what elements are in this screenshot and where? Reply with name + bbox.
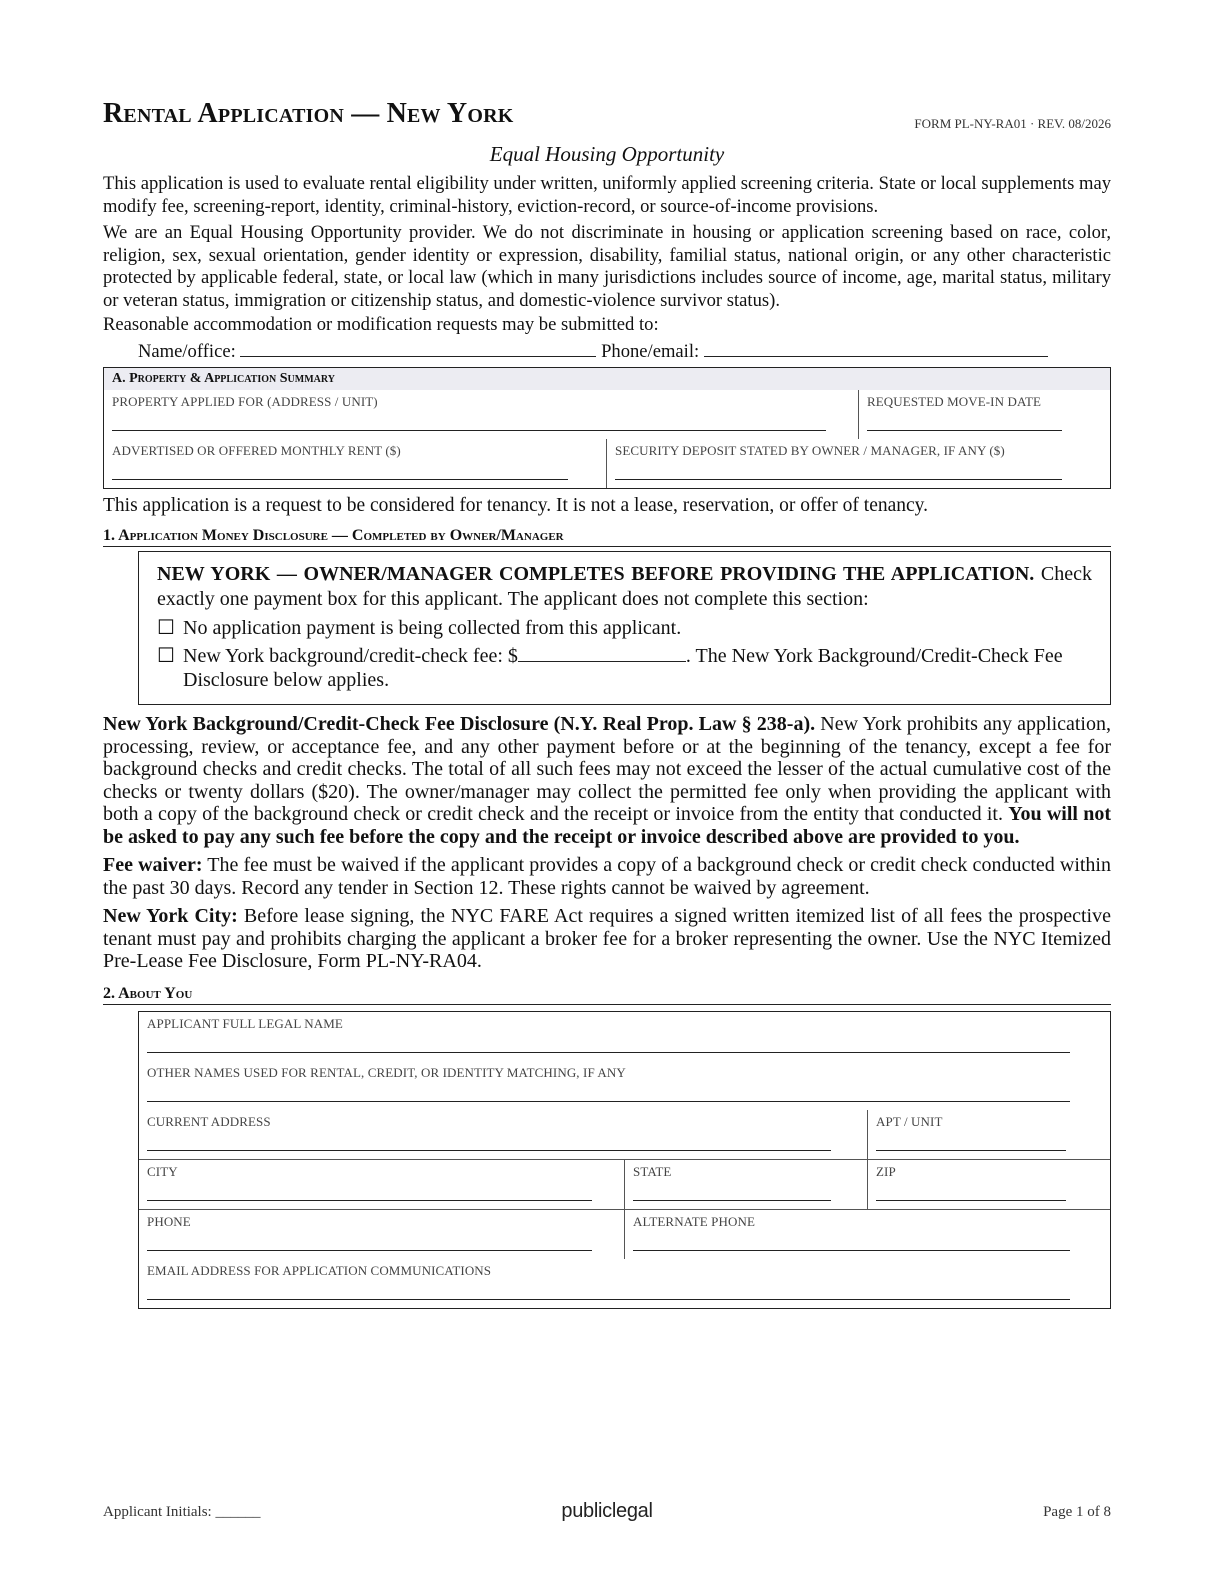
apt-cell	[867, 1110, 1110, 1159]
accommodation-contact-row	[138, 341, 1111, 363]
about-row-address	[139, 1110, 1110, 1159]
page-title: Rental Application — New York	[103, 98, 514, 129]
fee-amount-field[interactable]	[518, 661, 686, 662]
move-in-field[interactable]	[867, 410, 1062, 431]
payment-option-fee-label-pre: New York background/credit-check fee: $	[183, 645, 518, 667]
zip-cell	[867, 1160, 1110, 1209]
email-field[interactable]	[147, 1279, 1070, 1300]
fee-disclosure-text: New York prohibits any application, processing, review, or acceptance fee, and any other payment before or at the beginning of the tenancy, except a fee for background checks and credit checks. The total of all such fees may not exceed the lesser of the actual cumulative cost of the checks or twenty dollars ($20). The owner/manager may collect the permitted fee only when providing the applicant with both a copy of the background check or credit check and the receipt or invoice from the entity that conducted it.	[103, 713, 1111, 825]
phone-cell	[139, 1210, 624, 1259]
state-field[interactable]	[633, 1180, 831, 1201]
zip-field[interactable]	[876, 1180, 1066, 1201]
nyc-label: New York City:	[103, 905, 238, 927]
fee-disclosure-title: New York Background/Credit-Check Fee Disclosure (N.Y. Real Prop. Law § 238-a).	[103, 713, 816, 735]
about-you-box	[138, 1011, 1111, 1309]
section-2-heading: 2. About You	[103, 985, 1111, 1005]
current-address-field[interactable]	[147, 1130, 831, 1151]
section-a-heading: A. Property & Application Summary	[104, 368, 1110, 390]
property-cell	[104, 390, 858, 439]
deposit-field[interactable]	[615, 459, 1062, 480]
about-row-name	[139, 1012, 1110, 1061]
move-in-label: REQUESTED MOVE-IN DATE	[867, 393, 1042, 409]
alt-phone-cell	[624, 1210, 1110, 1259]
about-row-city	[139, 1159, 1110, 1209]
full-name-label: APPLICANT FULL LEGAL NAME	[147, 1015, 343, 1031]
full-name-cell	[139, 1012, 1110, 1061]
phone-email-label: Phone/email:	[601, 340, 700, 362]
owner-notice-text	[157, 562, 1092, 612]
name-office-field[interactable]	[240, 356, 596, 357]
email-cell	[139, 1259, 1110, 1308]
brand-logo: publiclegal	[561, 1500, 653, 1522]
checkbox-icon[interactable]: ☐	[157, 645, 175, 667]
alt-phone-field[interactable]	[633, 1230, 1070, 1251]
rent-cell	[104, 439, 606, 488]
apt-label: APT / UNIT	[876, 1113, 943, 1129]
intro-paragraph-2: We are an Equal Housing Opportunity provider. We do not discriminate in housing or application screening based on race, color, religion, sex, sexual orientation, gender identity or expression, disability, familial status, national origin, or any other characteristic protected by applicable federal, state, or local law (which in many jurisdictions includes source of income, age, marital status, military or veteran status, immigration or citizenship status, and domestic-violence survivor status).	[103, 222, 1111, 311]
checkbox-icon[interactable]: ☐	[157, 617, 175, 639]
rent-field[interactable]	[112, 459, 568, 480]
owner-notice-box	[138, 551, 1111, 705]
nyc-paragraph	[103, 905, 1111, 973]
state-label: STATE	[633, 1163, 672, 1179]
payment-option-fee	[157, 644, 1092, 692]
payment-option-fee-label-post: . The New York Background/Credit-Check Fee Disclosure below applies.	[183, 645, 1063, 691]
fee-waiver-paragraph	[103, 854, 1111, 899]
intro-paragraph-3: Reasonable accommodation or modification requests may be submitted to:	[103, 314, 659, 335]
section-a-row-1	[104, 390, 1110, 439]
move-in-cell	[858, 390, 1110, 439]
nyc-text: Before lease signing, the NYC FARE Act requires a signed written itemized list of all fees the prospective tenant must pay and prohibits charging the applicant a broker fee for a broker representing the owner. Use the NYC Itemized Pre-Lease Fee Disclosure, Form PL-NY-RA04.	[103, 905, 1111, 972]
phone-label: PHONE	[147, 1213, 191, 1229]
section-a-box	[103, 367, 1111, 489]
form-id: FORM PL-NY-RA01 · REV. 08/2026	[914, 116, 1111, 131]
email-label: EMAIL ADDRESS FOR APPLICATION COMMUNICATIONS	[147, 1262, 492, 1278]
city-label: CITY	[147, 1163, 178, 1179]
apt-field[interactable]	[876, 1130, 1066, 1151]
fee-waiver-text: The fee must be waived if the applicant provides a copy of a background check or credit check conducted within the past 30 days. Record any tender in Section 12. These rights cannot be waived by agreement.	[103, 854, 1111, 899]
other-names-label: OTHER NAMES USED FOR RENTAL, CREDIT, OR IDENTITY MATCHING, IF ANY	[147, 1064, 626, 1080]
section-1-heading: 1. Application Money Disclosure — Completed by Owner/Manager	[103, 527, 1111, 547]
full-name-field[interactable]	[147, 1032, 1070, 1053]
phone-email-field[interactable]	[704, 356, 1048, 357]
city-cell	[139, 1160, 624, 1209]
name-office-label: Name/office:	[138, 340, 236, 362]
owner-notice-bold: NEW YORK — OWNER/MANAGER COMPLETES BEFORE PROVIDING THE APPLICATION.	[157, 563, 1035, 585]
city-field[interactable]	[147, 1180, 592, 1201]
intro-paragraph-1: This application is used to evaluate rental eligibility under written, uniformly applied screening criteria. State or local supplements may modify fee, screening-report, identity, criminal-history, eviction-record, or source-of-income provisions.	[103, 173, 1111, 217]
state-cell	[624, 1160, 867, 1209]
fee-disclosure-bold-tail: You will not be asked to pay any such fee before the copy and the receipt or invoice described above are provided to you.	[103, 803, 1111, 848]
fee-disclosure-paragraph	[103, 713, 1111, 848]
fee-waiver-label: Fee waiver:	[103, 854, 203, 876]
deposit-cell	[606, 439, 1110, 488]
title-row	[103, 98, 1111, 140]
property-field[interactable]	[112, 410, 826, 431]
owner-notice-rest: Check exactly one payment box for this applicant. The applicant does not complete this section:	[157, 563, 1092, 610]
payment-option-none-label: No application payment is being collected from this applicant.	[183, 617, 682, 639]
applicant-initials: Applicant Initials: ______	[103, 1504, 261, 1520]
property-label: PROPERTY APPLIED FOR (ADDRESS / UNIT)	[112, 393, 378, 409]
alt-phone-label: ALTERNATE PHONE	[633, 1213, 755, 1229]
payment-option-none	[157, 616, 1092, 640]
document-page	[103, 98, 1111, 1309]
phone-field[interactable]	[147, 1230, 592, 1251]
about-row-other-names	[139, 1061, 1110, 1110]
page-number: Page 1 of 8	[1043, 1504, 1111, 1520]
about-row-phone	[139, 1209, 1110, 1259]
page-subtitle: Equal Housing Opportunity	[489, 142, 725, 166]
other-names-field[interactable]	[147, 1081, 1070, 1102]
about-row-email	[139, 1259, 1110, 1308]
rent-label: ADVERTISED OR OFFERED MONTHLY RENT ($)	[112, 442, 401, 458]
other-names-cell	[139, 1061, 1110, 1110]
deposit-label: SECURITY DEPOSIT STATED BY OWNER / MANAGER, IF ANY ($)	[615, 442, 1005, 458]
current-address-cell	[139, 1110, 867, 1159]
zip-label: ZIP	[876, 1163, 896, 1179]
section-a-row-2	[104, 439, 1110, 488]
current-address-label: CURRENT ADDRESS	[147, 1113, 271, 1129]
not-lease-note: This application is a request to be considered for tenancy. It is not a lease, reservation, or offer of tenancy.	[103, 494, 929, 516]
page-footer	[103, 1500, 1111, 1524]
